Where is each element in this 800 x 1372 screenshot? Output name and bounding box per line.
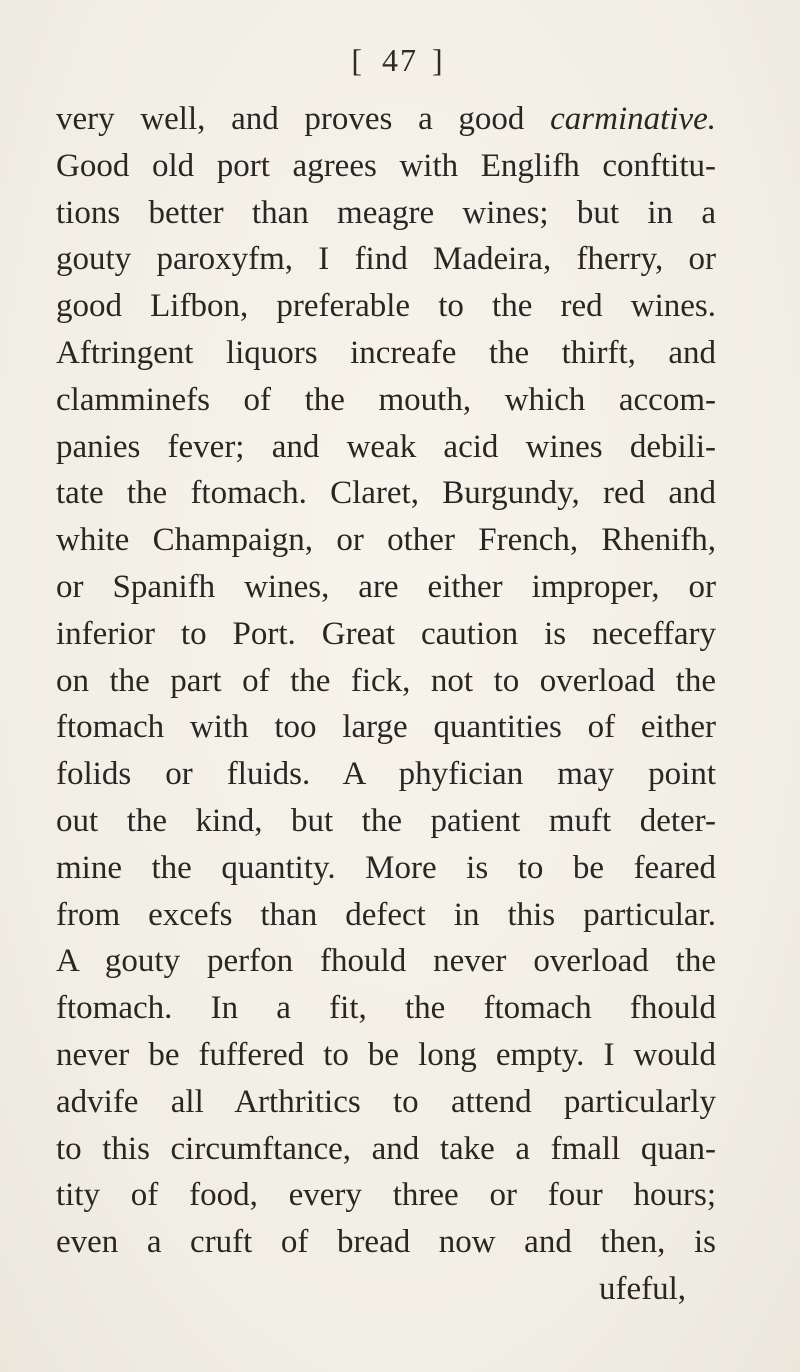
text-line: tions better than meagre wines; but in a — [56, 194, 716, 231]
catchword: ufeful, — [598, 1270, 686, 1307]
text-line: from excefs than defect in this particular. — [56, 896, 716, 933]
text-line: panies fever; and weak acid wines debili- — [56, 428, 716, 465]
page-number: 47 — [382, 42, 418, 78]
text-line: on the part of the fick, not to overload the — [56, 662, 716, 699]
text-line: A gouty perfon fhould never overload the — [56, 943, 716, 980]
text-line: even a cruft of bread now and then, is — [56, 1224, 716, 1261]
text-line: advife all Arthritics to attend particularly — [56, 1083, 716, 1120]
text-line: very well, and proves a good carminative. — [56, 101, 716, 137]
text-line: good Lifbon, preferable to the red wines. — [56, 288, 716, 325]
body-text — [56, 96, 716, 1313]
text-line: tate the ftomach. Claret, Burgundy, red and — [56, 475, 716, 512]
text-line: ftomach. In a fit, the ftomach fhould — [56, 990, 716, 1027]
text-line: inferior to Port. Great caution is neceffary — [56, 615, 716, 652]
text-line: never be fuffered to be long empty. I would — [56, 1036, 716, 1073]
page-header — [0, 42, 800, 79]
text-line: folids or fluids. A phyfician may point — [56, 756, 716, 793]
bracket-close: ] — [432, 42, 449, 78]
text-line: ftomach with too large quantities of either — [56, 709, 716, 746]
text-line: mine the quantity. More is to be feared — [56, 849, 716, 886]
text-line: to this circumftance, and take a fmall quan- — [56, 1130, 716, 1167]
italic-word: carminative. — [550, 101, 716, 137]
text-line: Good old port agrees with Englifh conftitu- — [56, 147, 716, 184]
text-line: out the kind, but the patient muft deter- — [56, 802, 716, 839]
text-line: Aftringent liquors increafe the thirft, and — [56, 334, 716, 371]
text-line: or Spanifh wines, are either improper, or — [56, 568, 716, 605]
text-line: tity of food, every three or four hours; — [56, 1177, 716, 1214]
text-line: clamminefs of the mouth, which accom- — [56, 381, 716, 418]
bracket-open: [ — [351, 42, 368, 78]
text-line: gouty paroxyfm, I find Madeira, fherry, or — [56, 241, 716, 278]
text-line: white Champaign, or other French, Rhenifh, — [56, 522, 716, 559]
